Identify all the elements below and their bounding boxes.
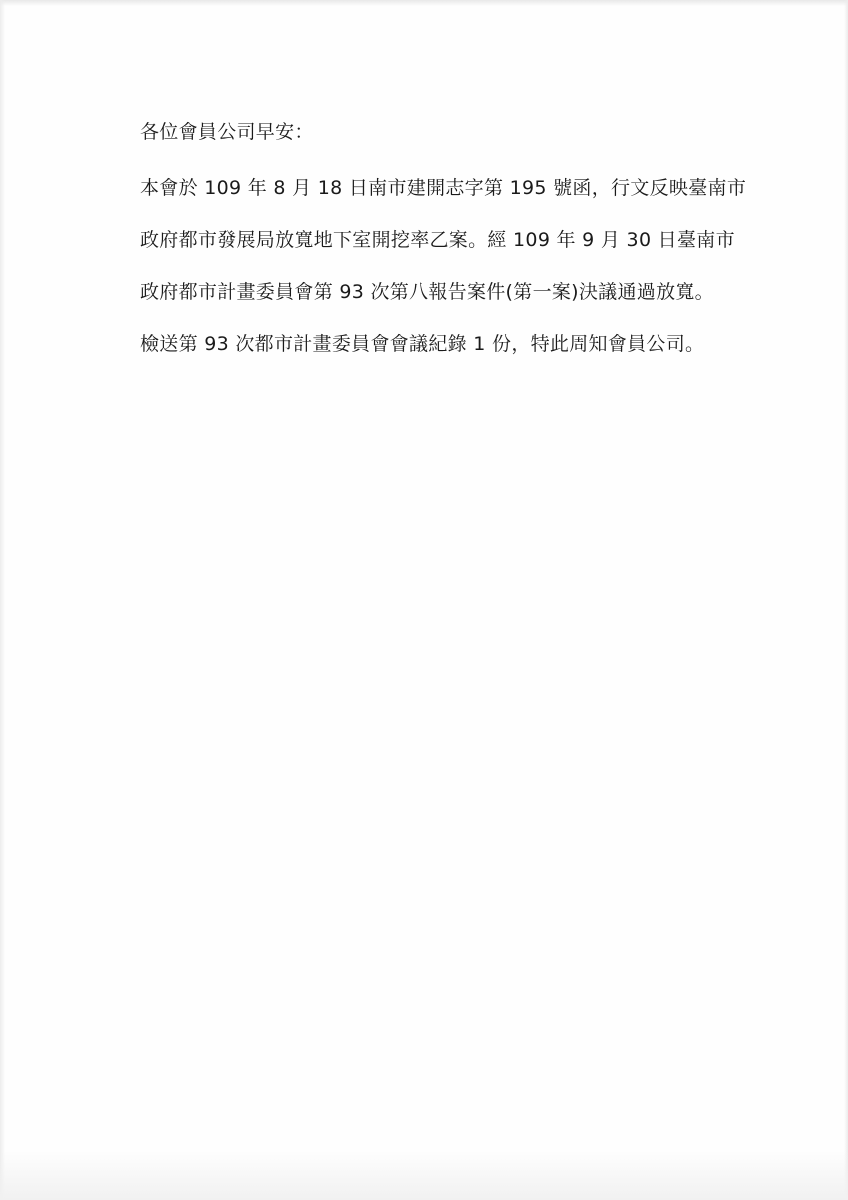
- greeting: 各位會員公司早安：: [140, 121, 314, 143]
- scan-edge-top: [0, 0, 848, 6]
- scan-edge-left: [0, 0, 5, 1200]
- paragraph-line-1: 本會於 109 年 8 月 18 日南市建開志字第 195 號函，行文反映臺南市: [140, 177, 747, 199]
- paragraph-line-2: 政府都市發展局放寬地下室開挖率乙案。經 109 年 9 月 30 日臺南市: [140, 229, 735, 251]
- paragraph-line-3: 政府都市計畫委員會第 93 次第八報告案件(第一案)決議通過放寬。: [140, 281, 714, 303]
- letter-body: [140, 120, 747, 384]
- scan-edge-bottom: [0, 1150, 848, 1200]
- paragraph-line-4: 檢送第 93 次都市計畫委員會會議紀錄 1 份，特此周知會員公司。: [140, 333, 705, 355]
- scan-edge-right: [844, 0, 848, 1200]
